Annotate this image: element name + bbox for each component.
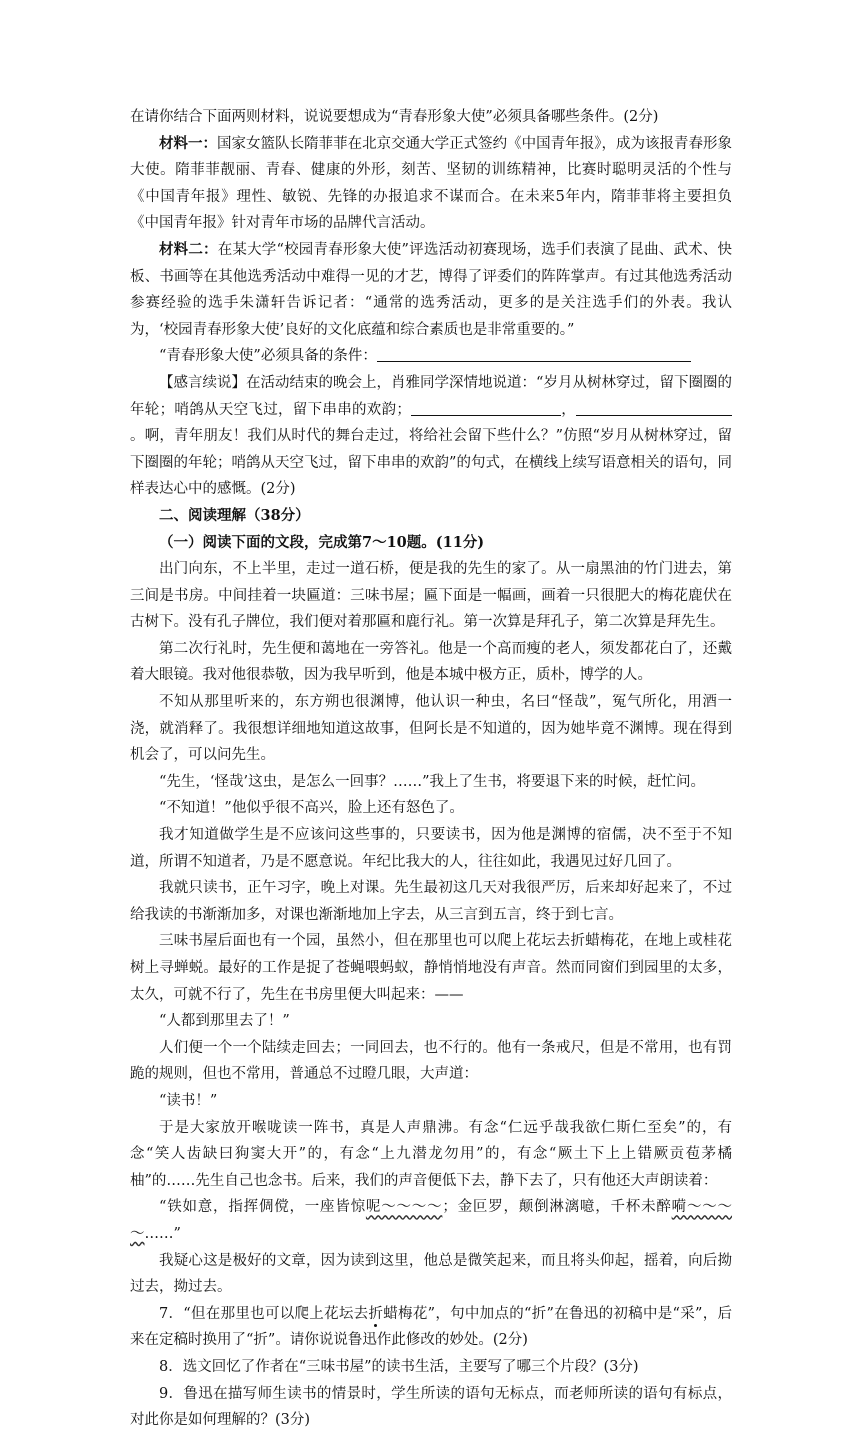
material-two [130, 237, 732, 343]
passage-para-1: 出门向东，不上半里，走过一道石桥，便是我的先生的家了。从一扇黑油的竹门进去，第三间是书房。中间挂着一块匾道：三味书屋；匾下面是一幅画，画着一只很肥大的梅花鹿伏在古树下。没有孔子牌位，我们便对着那匾和鹿行礼。第一次算是拜孔子，第二次算是拜先生。 [130, 561, 732, 631]
passage-para-13 [130, 1194, 732, 1247]
gan-yan-paragraph [130, 370, 732, 503]
gan-yan-blank-2[interactable] [576, 400, 732, 416]
gan-yan-label: 【感言续说】 [159, 374, 247, 391]
conditions-line [130, 343, 732, 370]
gan-yan-text-2: 啊，青年朋友！我们从时代的舞台走过，将给社会留下些什么？”仿照“岁月从树林穿过，留下圈圈的年轮；哨鸽从天空飞过，留下串串的欢韵”的句式，在横线上续写语意相关的语句，同样表达心中的感慨。(2分) [130, 428, 733, 498]
conditions-answer-blank[interactable] [377, 346, 691, 362]
passage-para-6: 我才知道做学生是不应该问这些事的，只要读书，因为他是渊博的宿儒，决不至于不知道，所谓不知道者，乃是不愿意说。年纪比我大的人，往往如此，我遇见过好几回了。 [130, 827, 732, 870]
conditions-label: “青春形象大使”必须具备的条件： [159, 348, 377, 365]
material-one-label: 材料一： [159, 134, 218, 152]
question-8: 8．选文回忆了作者在“三味书屋”的读书生活，主要写了哪三个片段？(3分) [159, 1358, 639, 1375]
question-7-part-b: 蜡梅花”，句中加点的“折”在鲁迅的初稿中是“采”，后来在定稿时换用了“折”。请你说说鲁迅作此修改的妙处。(2分) [130, 1305, 733, 1349]
para-13-part-b: ；金叵罗，颠倒淋漓噫，千杯未醉 [442, 1199, 672, 1216]
material-one [130, 131, 732, 237]
passage-para-5: “不知道！”他似乎很不高兴，脸上还有怒色了。 [159, 800, 464, 817]
passage-para-2: 第二次行礼时，先生便和蔼地在一旁答礼。他是一个高而瘦的老人，须发都花白了，还戴着大眼镜。我对他很恭敬，因为我早听到，他是本城中极方正，质朴，博学的人。 [130, 640, 732, 684]
sub-section-one-heading: （一）阅读下面的文段，完成第7～10题。(11分) [159, 533, 485, 551]
passage-para-4: “先生，‘怪哉’这虫，是怎么一回事？……”我上了生书，将要退下来的时候，赶忙问。 [159, 773, 706, 790]
passage-para-8: 三味书屋后面也有一个园，虽然小，但在那里也可以爬上花坛去折蜡梅花，在地上或桂花树上寻蝉蜕。最好的工作是捉了苍蝇喂蚂蚁，静悄悄地没有声音。然而同窗们到园里的太多，太久，可就不行了，先生在书房里便大叫起来：—— [130, 933, 732, 1003]
para-13-wavy-1: 呢～～～～ [365, 1199, 443, 1216]
para-13-part-c: ……” [144, 1225, 181, 1242]
question-9: 9．鲁迅在描写师生读书的情景时，学生所读的语句无标点，而老师所读的语句有标点，对此你是如何理解的？(3分) [130, 1385, 732, 1429]
passage-para-3: 不知从那里听来的，东方朔也很渊博，他认识一种虫，名曰“怪哉”，冤气所化，用酒一浇，就消释了。我很想详细地知道这故事，但阿长是不知道的，因为她毕竟不渊博。现在得到机会了，可以问先生。 [130, 694, 732, 764]
question-7-dotted-char: 折 [368, 1305, 384, 1322]
question-7 [130, 1301, 732, 1354]
material-two-label: 材料二： [159, 240, 218, 258]
passage-para-9: “人都到那里去了！” [159, 1013, 290, 1030]
question-7-part-a: 7．“但在那里也可以爬上花坛去 [159, 1305, 369, 1322]
gan-yan-comma: ， [560, 401, 577, 418]
material-one-text: 国家女篮队长隋菲菲在北京交通大学正式签约《中国青年报》，成为该报青春形象大使。隋菲菲靓丽、青春、健康的外形，刻苦、坚韧的训练精神，比赛时聪明灵活的个性与《中国青年报》理性、敏锐、先锋的办报追求不谋而合。在未来5年内，隋菲菲将主要担负《中国青年报》针对青年市场的品牌代言活动。 [130, 135, 733, 232]
passage-para-7: 我就只读书，正午习字，晚上对课。先生最初这几天对我很严厉，后来却好起来了，不过给我读的书渐渐加多，对课也渐渐地加上字去，从三言到五言，终于到七言。 [130, 880, 732, 923]
passage-para-12: 于是大家放开喉咙读一阵书，真是人声鼎沸。有念“仁远乎哉我欲仁斯仁至矣”的，有念“笑人齿缺曰狗窦大开”的，有念“上九潜龙勿用”的，有念“厥土下上上错厥贡苞茅橘柚”的……先生自己也念书。后来，我们的声音便低下去，静下去了，只有他还大声朗读着： [130, 1119, 732, 1189]
passage-para-10: 人们便一个一个陆续走回去；一同回去，也不行的。他有一条戒尺，但是不常用，也有罚跪的规则，但也不常用，普通总不过瞪几眼，大声道： [130, 1039, 732, 1083]
gan-yan-blank-1[interactable] [411, 400, 561, 416]
passage-para-11: “读书！” [159, 1092, 218, 1109]
material-two-text: 在某大学“校园青春形象大使”评选活动初赛现场，选手们表演了昆曲、武术、快板、书画等在其他选秀活动中难得一见的才艺，博得了评委们的阵阵掌声。有过其他选秀活动参赛经验的选手朱潇轩告诉记者：“通常的选秀活动，更多的是关注选手们的外表。我认为，‘校园青春形象大使’良好的文化底蕴和综合素质也是非常重要的。” [130, 241, 733, 338]
para-13-wavy-2: 嗬～～～～ [130, 1199, 733, 1242]
passage-para-14: 我疑心这是极好的文章，因为读到这里，他总是微笑起来，而且将头仰起，摇着，向后拗过去，拗过去。 [130, 1252, 732, 1296]
gan-yan-period: 。 [130, 428, 145, 445]
question-intro: 在请你结合下面两则材料，说说要想成为“青春形象大使”必须具备哪些条件。(2分) [130, 109, 659, 125]
section-two-heading: 二、阅读理解（38分） [159, 506, 310, 524]
gan-yan-text-1: 在活动结束的晚会上，肖雅同学深情地说道：“岁月从树林穿过，留下圈圈的年轮；哨鸽从天空飞过，留下串串的欢韵； [130, 374, 732, 418]
para-13-part-a: “铁如意，指挥倜傥，一座皆惊 [159, 1199, 366, 1216]
